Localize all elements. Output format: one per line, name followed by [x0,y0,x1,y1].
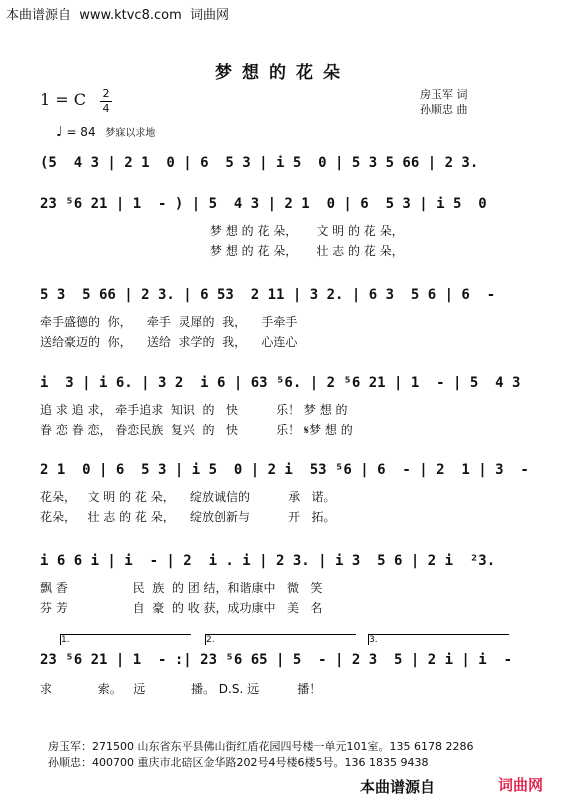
lyric-line-3b: 送给豪迈的 你， 送给 求学的 我， 心连心 [40,335,298,349]
lyric-line-2b: 梦 想 的 花 朵， 壮 志 的 花 朵， [210,244,404,258]
staff-line-2: 23 ⁵6 21 | 1 - ) | 5 4 3 | 2 1 0 | 6 5 3 | i 5 0 [40,196,487,212]
staff-line-1: (5 4 3 | 2 1 0 | 6 5 3 | i 5 0 | 5 3 5 66 | 2 3. [40,155,479,171]
lyric-line-6b: 芬 芳 自 豪 的 收 获，成功康中 美 名 [40,601,323,615]
time-signature [100,88,112,115]
quarter-note-icon: ♩ [56,124,63,140]
lyric-line-4a: 追 求 追 求， 牵手追求 知识 的 快 乐！ 梦 想 的 [40,403,348,417]
site-brand: 本曲谱源自 [6,8,72,23]
composer-credit: 孙顺忠 曲 [420,103,468,116]
expression-text: 梦寐以求地 [105,128,156,139]
lyric-line-2a: 梦 想 的 花 朵， 文 明 的 花 朵， [210,224,404,238]
composer-address: 孙顺忠：400700 重庆市北碚区金华路202号4号楼6楼5号。136 1835 9438 [48,756,429,769]
time-numerator: 2 [102,87,110,100]
lyric-line-3a: 牵手盛德的 你， 牵手 灵犀的 我， 手牵手 [40,315,298,329]
staff-line-7: 23 ⁵6 21 | 1 - :| 23 ⁵6 65 | 5 - | 2 3 5 | 2 i | i - [40,652,513,668]
site-name: 词曲网 [190,8,230,23]
site-header [6,4,229,23]
site-url[interactable]: www.ktvc8.com [79,8,182,23]
volta-3: 3. [368,634,509,645]
lyric-line-7: 求 索。 远 播。 D.S. 远 播！ [40,682,322,696]
lyricist-address: 房玉军：271500 山东省东平县佛山街红盾花园四号楼一单元101室。135 6178 2286 [48,740,474,753]
lyricist-credit: 房玉军 词 [420,88,468,101]
tempo-marking [56,124,155,140]
brand-logo-right: 词曲网 [498,776,544,794]
volta-2: 2. [205,634,356,645]
staff-line-5: 2 1 0 | 6 5 3 | i 5 0 | 2 i 53 ⁵6 | 6 - | 2 1 | 3 - [40,462,529,478]
lyric-line-5b: 花朵， 壮 志 的 花 朵， 绽放创新与 开 拓。 [40,510,336,524]
key-signature: 1 = C [40,90,86,109]
brand-logo-left: 本曲谱源自 [360,778,436,796]
time-denominator: 4 [102,102,110,115]
tempo-value: = 84 [66,125,96,139]
staff-line-3: 5 3 5 66 | 2 3. | 6 53 2 11 | 3 2. | 6 3 5 6 | 6 - [40,287,496,303]
volta-1: 1. [60,634,191,645]
lyric-line-6a: 飘 香 民 族 的 团 结，和谐康中 微 笑 [40,581,323,595]
page-title: 梦想的花朵 [215,63,350,83]
lyric-line-5a: 花朵， 文 明 的 花 朵， 绽放诚信的 承 诺。 [40,490,336,504]
staff-line-4: i 3 | i 6. | 3 2 i 6 | 63 ⁵6. | 2 ⁵6 21 | 1 - | 5 4 3 [40,375,521,391]
lyric-line-4b: 眷 恋 眷 恋， 眷恋民族 复兴 的 快 乐！ 𝄋梦 想 的 [40,423,353,437]
staff-line-6: i 6 6 i | i - | 2 i . i | 2 3. | i 3 5 6 | 2 i ²3. [40,553,496,569]
